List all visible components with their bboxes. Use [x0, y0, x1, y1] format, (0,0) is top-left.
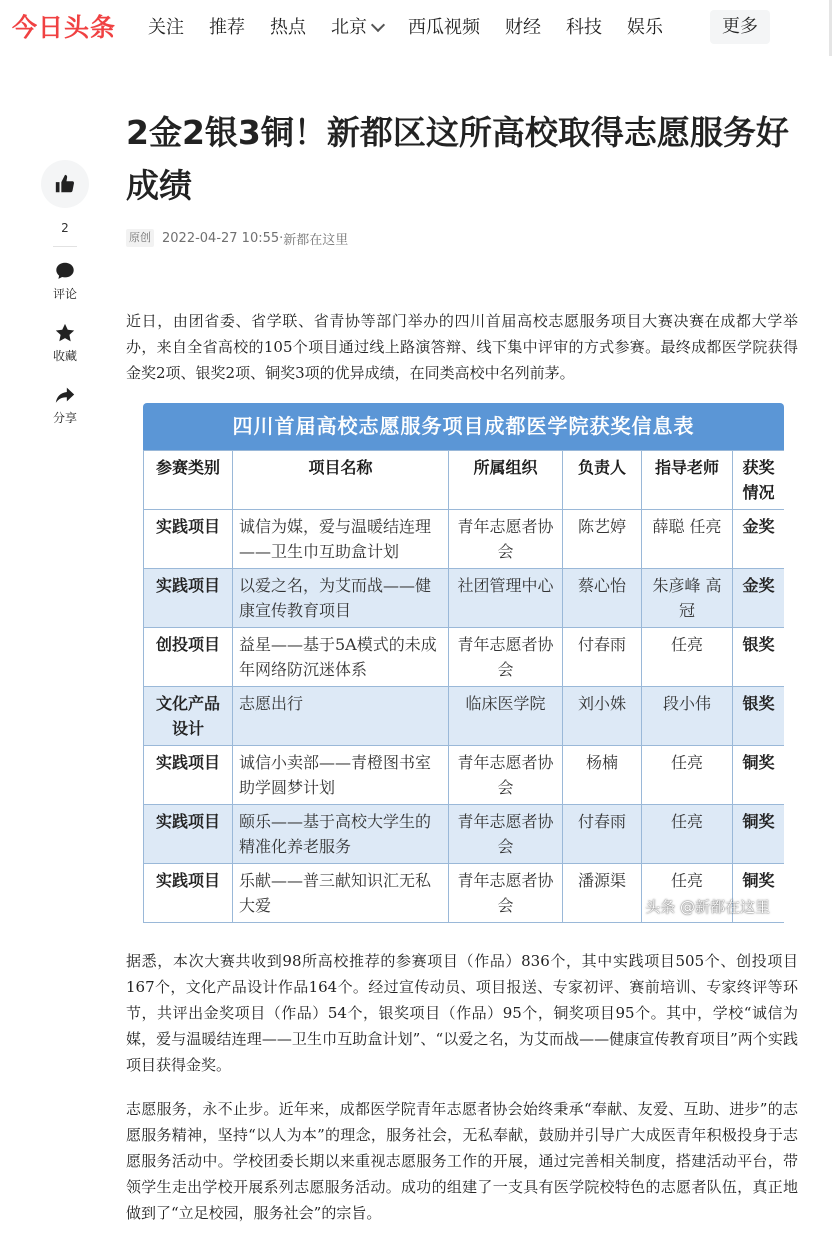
table-cell: 任亮: [642, 628, 733, 687]
article-title: 2金2银3铜！新都区这所高校取得志愿服务好成绩: [126, 113, 789, 205]
nav-item-tech[interactable]: 科技: [566, 17, 602, 38]
author-name[interactable]: 新都在这里: [283, 232, 349, 248]
table-cell: 铜奖: [733, 805, 785, 864]
table-cell: 付春雨: [563, 628, 642, 687]
table-cell: 乐献——普三献知识汇无私大爱: [233, 864, 449, 923]
table-cell: 蔡心怡: [563, 569, 642, 628]
chevron-down-icon: [371, 18, 385, 32]
nav-item-hot[interactable]: 热点: [270, 17, 306, 38]
table-row: [144, 687, 785, 746]
table-cell: 青年志愿者协会: [449, 746, 563, 805]
table-cell: 朱彦峰 高冠: [642, 569, 733, 628]
table-cell: 实践项目: [144, 746, 233, 805]
table-cell: 文化产品设计: [144, 687, 233, 746]
article-paragraph: 志愿服务，永不止步。近年来，成都医学院青年志愿者协会始终秉承“奉献、友爱、互助、进步”的志愿服务精神，坚持“以人为本”的理念，服务社会，无私奉献，鼓励并引导广大成医青年积极投身于志愿服务活动中。学校团委长期以来重视志愿服务工作的开展，通过完善相关制度，搭建活动平台，带领学生走出学校开展系列志愿服务活动。成功的组建了一支具有医学院校特色的志愿者队伍，真正地做到了“立足校园，服务社会”的宗旨。: [126, 1100, 798, 1222]
channel-nav: [148, 10, 688, 46]
action-rail: [38, 160, 92, 433]
table-cell: 创投项目: [144, 628, 233, 687]
table-cell: 杨楠: [563, 746, 642, 805]
column-header: 项目名称: [233, 451, 449, 510]
like-count: 2: [61, 221, 69, 235]
table-cell: 以爱之名，为艾而战——健康宣传教育项目: [233, 569, 449, 628]
table-cell: 青年志愿者协会: [449, 628, 563, 687]
table-cell: 实践项目: [144, 805, 233, 864]
share-button[interactable]: [38, 383, 92, 433]
table-cell: 颐乐——基于高校大学生的精准化养老服务: [233, 805, 449, 864]
nav-city-label: 北京: [331, 17, 367, 38]
table-cell: 任亮: [642, 805, 733, 864]
thumbs-up-icon: [54, 173, 76, 195]
award-table-title: 四川首届高校志愿服务项目成都医学院获奖信息表: [143, 403, 784, 450]
table-cell: 实践项目: [144, 569, 233, 628]
table-cell: 金奖: [733, 569, 785, 628]
table-cell: 银奖: [733, 687, 785, 746]
table-cell: 实践项目: [144, 510, 233, 569]
nav-item-finance[interactable]: 财经: [505, 17, 541, 38]
nav-item-xigua-video[interactable]: 西瓜视频: [408, 17, 480, 38]
award-table: [143, 450, 784, 923]
table-cell: 临床医学院: [449, 687, 563, 746]
table-cell: 刘小姝: [563, 687, 642, 746]
collect-button[interactable]: [38, 321, 92, 371]
comment-label: 评论: [52, 287, 77, 301]
table-cell: 青年志愿者协会: [449, 805, 563, 864]
meta-separator: ·: [279, 230, 284, 246]
table-row: [144, 510, 785, 569]
original-badge: 原创: [126, 229, 154, 247]
table-cell: 潘源渠: [563, 864, 642, 923]
comment-icon: [54, 260, 76, 282]
like-button[interactable]: [41, 160, 89, 208]
top-navigation: [0, 0, 832, 56]
table-cell: 铜奖: [733, 864, 785, 923]
collect-label: 收藏: [52, 349, 77, 363]
share-label: 分享: [52, 411, 77, 425]
article-paragraph: 近日，由团省委、省学联、省青协等部门举办的四川首届高校志愿服务项目大赛决赛在成都大学举办，来自全省高校的105个项目通过线上路演答辩、线下集中评审的方式参赛。最终成都医学院获得金奖2项、银奖2项、铜奖3项的优异成绩，在同类高校中名列前茅。: [126, 312, 798, 382]
nav-item-follow[interactable]: 关注: [148, 17, 184, 38]
nav-item-entertainment[interactable]: 娱乐: [627, 17, 663, 38]
table-row: [144, 746, 785, 805]
table-cell: 段小伟: [642, 687, 733, 746]
share-arrow-icon: [54, 384, 76, 406]
table-cell: 诚信小卖部——青橙图书室助学圆梦计划: [233, 746, 449, 805]
star-icon: [54, 322, 76, 344]
rail-divider: [53, 246, 77, 247]
comment-button[interactable]: [38, 259, 92, 309]
column-header: 所属组织: [449, 451, 563, 510]
table-cell: 付春雨: [563, 805, 642, 864]
column-header: 获奖情况: [733, 451, 785, 510]
image-watermark: 头条 @新都在这里: [645, 898, 770, 916]
table-row: [144, 805, 785, 864]
article-meta: [126, 228, 798, 248]
table-cell: 青年志愿者协会: [449, 510, 563, 569]
table-cell: 薛聪 任亮: [642, 510, 733, 569]
award-table-image[interactable]: [143, 403, 784, 927]
publish-date: 2022-04-27 10:55: [162, 230, 280, 246]
article: [126, 106, 798, 1222]
column-header: 参赛类别: [144, 451, 233, 510]
table-cell: 青年志愿者协会: [449, 864, 563, 923]
table-cell: 银奖: [733, 628, 785, 687]
column-header: 负责人: [563, 451, 642, 510]
table-cell: 志愿出行: [233, 687, 449, 746]
table-cell: 诚信为媒，爱与温暖结连理——卫生巾互助盒计划: [233, 510, 449, 569]
table-cell: 实践项目: [144, 864, 233, 923]
table-cell: 任亮: [642, 864, 733, 923]
nav-item-recommend[interactable]: 推荐: [209, 17, 245, 38]
table-cell: 益星——基于5A模式的未成年网络防沉迷体系: [233, 628, 449, 687]
nav-item-city[interactable]: [331, 10, 383, 46]
table-cell: 任亮: [642, 746, 733, 805]
table-cell: 铜奖: [733, 746, 785, 805]
table-row: [144, 569, 785, 628]
column-header: 指导老师: [642, 451, 733, 510]
toutiao-logo[interactable]: 今日头条: [12, 13, 117, 42]
table-cell: 陈艺婷: [563, 510, 642, 569]
table-cell: 金奖: [733, 510, 785, 569]
nav-more-button[interactable]: 更多: [710, 10, 770, 44]
table-cell: 社团管理中心: [449, 569, 563, 628]
table-row: [144, 628, 785, 687]
article-paragraph: 据悉，本次大赛共收到98所高校推荐的参赛项目（作品）836个，其中实践项目505个、创投项目167个，文化产品设计作品164个。经过宣传动员、项目报送、专家初评、赛前培训、专家终评等环节，共评出金奖项目（作品）54个，银奖项目（作品）95个，铜奖项目95个。其中，学校“诚信为媒，爱与温暖结连理——卫生巾互助盒计划”、“以爱之名，为艾而战——健康宣传教育项目”两个实践项目获得金奖。: [126, 952, 798, 1074]
